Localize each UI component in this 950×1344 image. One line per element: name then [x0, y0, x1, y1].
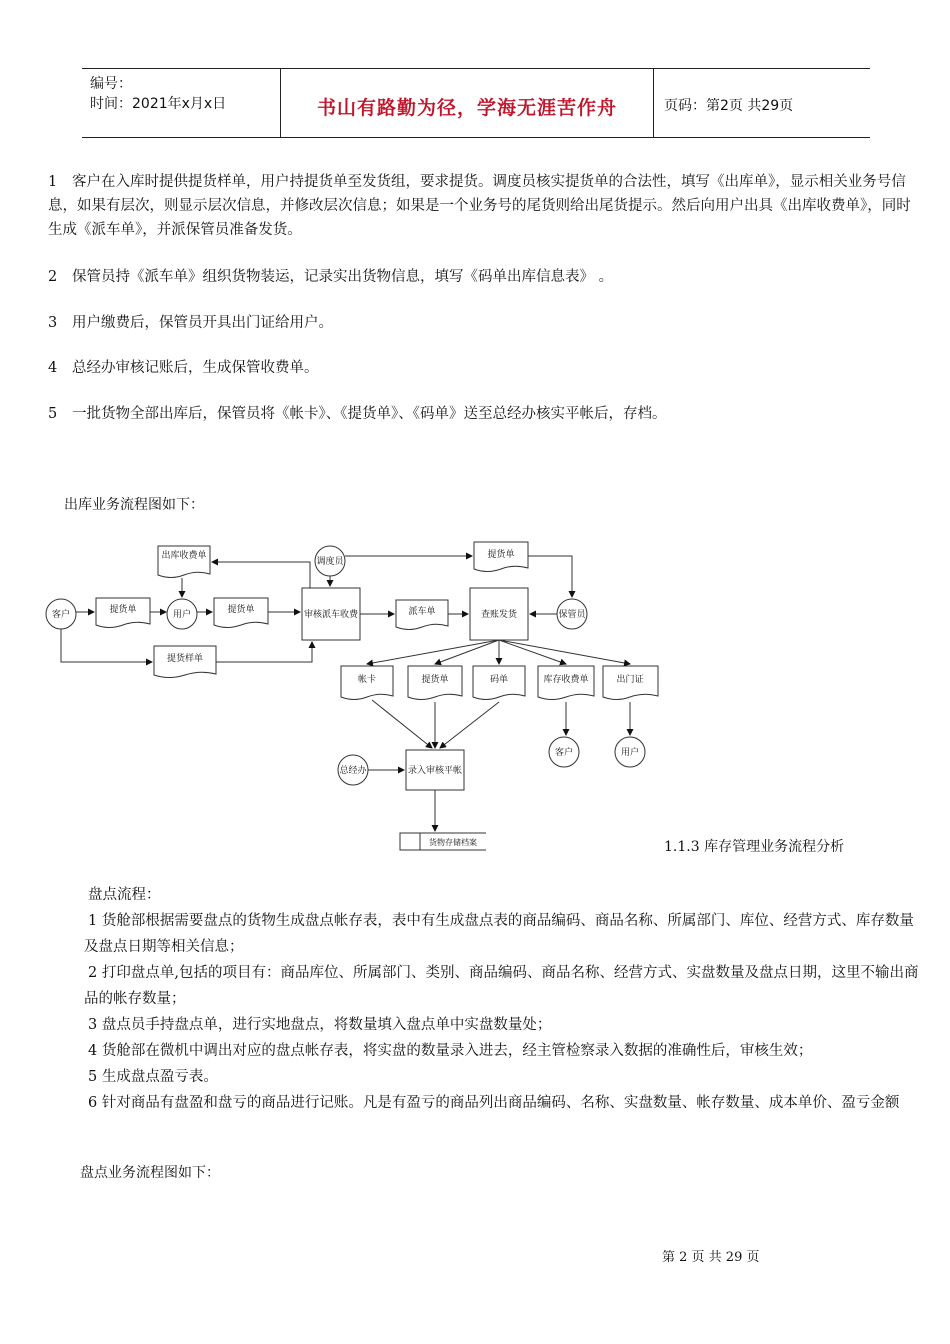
- label-review: 审核派车收费: [303, 610, 359, 620]
- label-user: 用户: [172, 610, 192, 620]
- section-title: 1.1.3 库存管理业务流程分析: [664, 839, 845, 855]
- inventory-section: [84, 882, 920, 1116]
- label-dispatcher: 调度员: [316, 557, 344, 567]
- outbound-flowchart: [0, 530, 950, 860]
- flow-title: 出库业务流程图如下：: [64, 497, 204, 513]
- label-exit-pass: 出门证: [616, 675, 644, 685]
- motto: 书山有路勤为径，学海无涯苦作舟: [316, 97, 617, 119]
- step-2: 2 保管员持《派车单》组织货物装运，记录实出货物信息，填写《码单出库信息表》 。: [48, 269, 614, 285]
- inventory-flow-title: 盘点业务流程图如下：: [80, 1165, 220, 1181]
- label-keeper: 保管员: [558, 610, 586, 620]
- label-pick-1: 提货单: [109, 605, 137, 615]
- page-label: 页码：第2页 共29页: [664, 98, 794, 114]
- step-5: 5 一批货物全部出库后，保管员将《帐卡》、《提货单》、《码单》送至总经办核实平帐后，存档。: [48, 406, 667, 422]
- inventory-line-5: 5 生成盘点盈亏表。: [88, 1069, 218, 1085]
- inventory-line-1: 1 货舱部根据需要盘点的货物生成盘点帐存表，表中有生成盘点表的商品编码、商品名称、所属部门、库位、经营方式、库存数量及盘点日期等相关信息；: [84, 913, 914, 955]
- label-pick-3: 提货单: [421, 675, 449, 685]
- header-motto-cell: [281, 69, 654, 137]
- inventory-line-6: 6 针对商品有盘盈和盘亏的商品进行记账。凡是有盈亏的商品列出商品编码、名称、实盘数量、帐存数量、成本单价、盈亏金额: [88, 1095, 900, 1111]
- inventory-line-2: 2 打印盘点单,包括的项目有：商品库位、所属部门、类别、商品编码、商品名称、经营方式、实盘数量及盘点日期，这里不输出商品的帐存数量；: [84, 965, 919, 1007]
- inventory-title: 盘点流程：: [88, 887, 161, 903]
- label-user-2: 用户: [620, 748, 640, 758]
- label-storage-fee: 库存收费单: [543, 675, 589, 685]
- label-archive: 货物存储档案: [429, 838, 477, 847]
- header-meta-cell: [82, 69, 281, 137]
- label-gm: 总经办: [339, 766, 367, 776]
- label-entry-review: 录入审核平帐: [407, 766, 463, 776]
- time-label: 时间：2021年x月x日: [90, 96, 227, 112]
- label-out-fee: 出库收费单: [161, 551, 207, 561]
- header-table: [82, 68, 870, 138]
- step-4: 4 总经办审核记账后，生成保管收费单。: [48, 360, 319, 376]
- page-footer: 第 2 页 共 29 页: [662, 1250, 760, 1265]
- step-3: 3 用户缴费后，保管员开具出门证给用户。: [48, 315, 333, 331]
- label-code: 码单: [489, 675, 509, 685]
- step-1: 1 客户在入库时提供提货样单，用户持提货单至发货组，要求提货。调度员核实提货单的合法性，填写《出库单》，显示相关业务号信息，如果有层次，则显示层次信息，并修改层次信息；如果是一个业务号的尾货则给出尾货提示。然后向用户出具《出库收费单》，同时生成《派车单》，并派保管员准备发货。: [48, 174, 911, 238]
- label-ledger: 帐卡: [357, 675, 377, 685]
- inventory-line-4: 4 货舱部在微机中调出对应的盘点帐存表，将实盘的数量录入进去，经主管检察录入数据的准确性后，审核生效；: [88, 1043, 813, 1059]
- label-sample: 提货样单: [166, 654, 204, 664]
- header-page-cell: [654, 69, 870, 137]
- label-customer: 客户: [51, 610, 71, 620]
- label-customer-2: 客户: [554, 748, 574, 758]
- code-label: 编号：: [90, 76, 132, 92]
- label-check-ship: 查账发货: [480, 610, 518, 620]
- label-pick-top: 提货单: [487, 550, 515, 560]
- label-pick-2: 提货单: [227, 605, 255, 615]
- label-dispatch: 派车单: [408, 607, 436, 617]
- inventory-line-3: 3 盘点员手持盘点单，进行实地盘点，将数量填入盘点单中实盘数量处；: [88, 1017, 552, 1033]
